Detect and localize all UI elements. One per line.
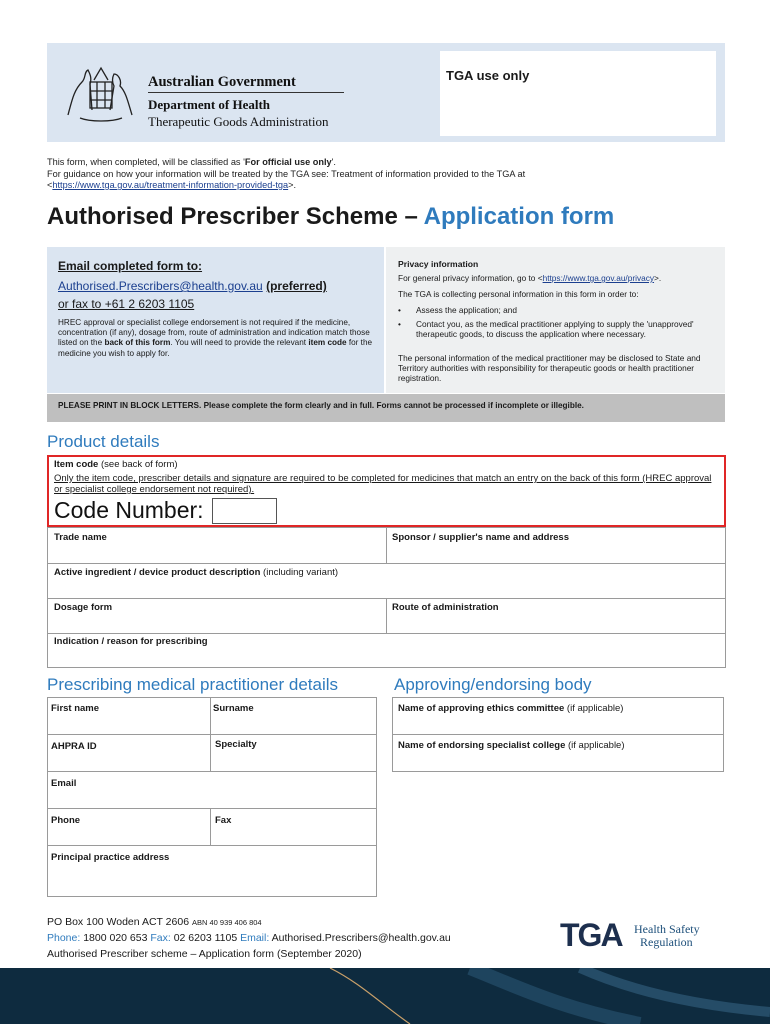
privacy-heading: Privacy information	[398, 259, 479, 269]
ethics-committee-label: Name of approving ethics committee (if applicable)	[398, 703, 624, 714]
item-code-label: Item code (see back of form)	[54, 459, 178, 470]
coat-of-arms-icon	[60, 60, 140, 130]
fax-field[interactable]	[210, 808, 377, 846]
trade-name-label: Trade name	[54, 532, 107, 543]
email-link[interactable]: Authorised.Prescribers@health.gov.au	[58, 279, 263, 293]
intro-text: This form, when completed, will be classified as 'For official use only'. For guidance on how your information will be treated by the TGA see: Treatment of information provided to the TGA at <https://www.tga.gov.au/treatment-information-provided-tga>.	[47, 157, 526, 190]
contact-line: Phone: 1800 020 653 Fax: 02 6203 1105 Email: Authorised.Prescribers@health.gov.au	[47, 932, 451, 944]
email-label: Email	[51, 778, 77, 789]
fax-label: Fax	[215, 815, 232, 826]
specialist-college-label: Name of endorsing specialist college (if applicable)	[398, 740, 625, 751]
notice-text: PLEASE PRINT IN BLOCK LETTERS. Please complete the form clearly and in full. Forms cannot be processed if incomplete or illegible.	[58, 401, 584, 410]
tga-logo: TGA	[560, 917, 622, 953]
code-number-label: Code Number:	[54, 497, 204, 523]
privacy-bullet-assess: • Assess the application; and	[398, 305, 518, 315]
tga-tagline-1: Health Safety	[634, 922, 700, 936]
privacy-bullet-contact: • Contact you, as the medical practitioner applying to supply the 'unapproved' therapeutic goods, to discuss the application where necessary.	[398, 319, 694, 340]
privacy-purpose: The TGA is collecting personal information in this form in order to:	[398, 289, 639, 299]
hrec-note: HREC approval or specialist college endorsement is not required if the medicine, concentration (if any), dosage from, route of administration and indication match those listed on the back of this form. You will need to provide the relevant item code for the medicine you wish to apply for.	[58, 318, 373, 358]
specialty-label: Specialty	[215, 739, 257, 750]
email-address: Authorised.Prescribers@health.gov.au (preferred)	[58, 279, 327, 293]
page-title: Authorised Prescriber Scheme – Application form	[47, 203, 615, 230]
surname-label: Surname	[213, 703, 254, 714]
form-version: Authorised Prescriber scheme – Application form (September 2020)	[47, 948, 362, 960]
footer-email: Authorised.Prescribers@health.gov.au	[271, 932, 451, 944]
official-use-label: For official use only	[244, 157, 332, 167]
footer-band	[0, 968, 770, 1024]
privacy-disclosure: The personal information of the medical practitioner may be disclosed to State and Territory authorities with responsibility for therapeutic goods or health practitioner registration.	[398, 353, 701, 384]
code-number-input[interactable]	[212, 498, 277, 524]
first-name-label: First name	[51, 703, 100, 714]
department-name: Department of Health	[148, 97, 271, 112]
fax-number: or fax to +61 2 6203 1105	[58, 297, 195, 311]
product-details-heading: Product details	[47, 432, 160, 451]
abn: ABN 40 939 406 804	[191, 918, 262, 927]
privacy-link[interactable]: https://www.tga.gov.au/privacy	[542, 273, 655, 283]
email-heading: Email completed form to:	[58, 259, 203, 273]
practitioner-heading: Prescribing medical practitioner details	[47, 675, 339, 694]
sponsor-label: Sponsor / supplier's name and address	[392, 532, 570, 543]
practice-address-label: Principal practice address	[51, 852, 170, 863]
tga-tagline-2: Regulation	[640, 935, 693, 949]
phone-field[interactable]	[47, 808, 211, 846]
postal-address: PO Box 100 Woden ACT 2606 ABN 40 939 406 804	[47, 916, 262, 928]
item-code-note: Only the item code, prescriber details and signature are required to be completed for medicines that match an entry on the back of this form (HREC approval or specialist college endorsement not required).	[54, 473, 712, 495]
tga-use-only-box	[440, 51, 716, 136]
gov-divider	[148, 92, 344, 93]
email-field[interactable]	[47, 771, 377, 809]
agency-name: Therapeutic Goods Administration	[148, 114, 329, 129]
phone-label: Phone	[51, 815, 81, 826]
route-label: Route of administration	[392, 602, 499, 613]
ahpra-id-label: AHPRA ID	[51, 741, 97, 752]
footer-wave-decoration	[0, 968, 770, 1024]
gov-title: Australian Government	[148, 74, 296, 90]
tga-use-only-label: TGA use only	[446, 68, 530, 83]
dosage-form-label: Dosage form	[54, 602, 113, 613]
privacy-general: For general privacy information, go to <https://www.tga.gov.au/privacy>.	[398, 273, 662, 283]
active-ingredient-label: Active ingredient / device product description (including variant)	[54, 567, 339, 578]
treatment-info-link[interactable]: https://www.tga.gov.au/treatment-information-provided-tga	[52, 180, 289, 190]
indication-label: Indication / reason for prescribing	[54, 636, 208, 647]
approving-body-heading: Approving/endorsing body	[394, 675, 592, 694]
ahpra-id-field[interactable]	[47, 734, 211, 772]
